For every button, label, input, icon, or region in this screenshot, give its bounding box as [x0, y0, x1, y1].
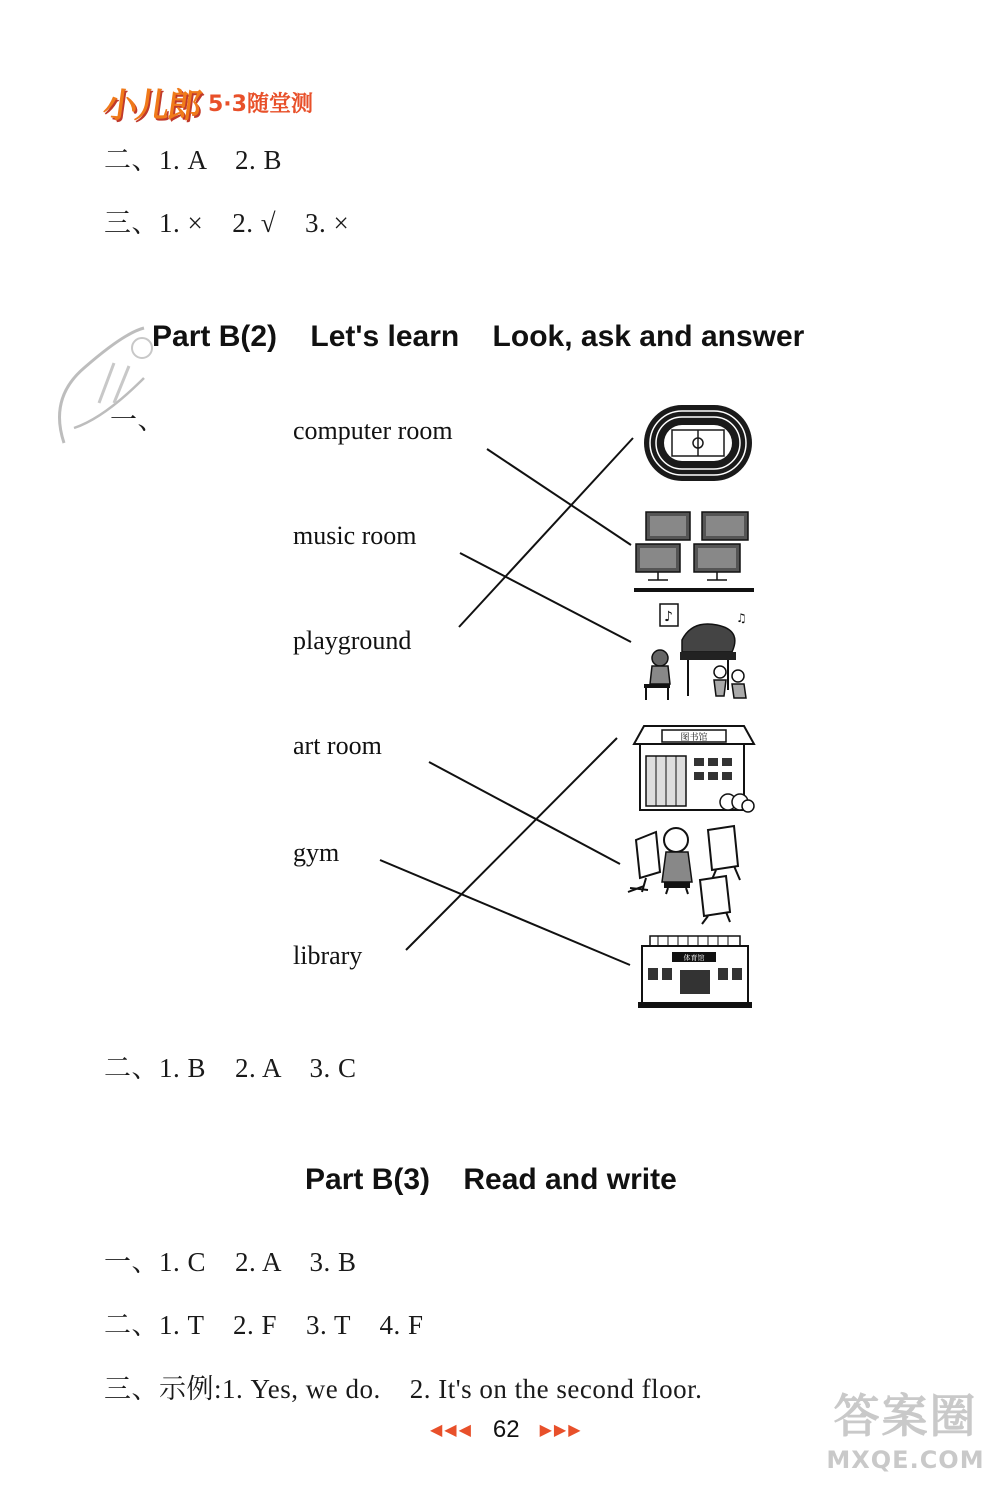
svg-text:图书馆: 图书馆: [680, 733, 708, 743]
word-library: library: [293, 941, 363, 970]
left-arrows-icon: ◀◀◀: [430, 1422, 473, 1439]
answer-b3-section-1: 一、1. C 2. A 3. B: [104, 1247, 357, 1277]
watermark-url: MXQE.COM: [826, 1446, 985, 1474]
answer-b1-section-3: 三、1. × 2. √ 3. ×: [104, 208, 350, 238]
computer-room-icon: [632, 508, 756, 594]
watermark: [818, 1380, 993, 1474]
answer-b1-section-2: 二、1. A 2. B: [104, 145, 283, 175]
watermark-main: 答案圈: [833, 1389, 978, 1443]
part-b3-heading: Part B(3) Read and write: [305, 1163, 677, 1196]
answer-b2-section-2: 二、1. B 2. A 3. C: [104, 1053, 357, 1083]
word-art-room: art room: [293, 731, 382, 760]
music-room-icon: [632, 600, 756, 704]
gym-icon: [636, 930, 760, 1010]
page-footer: [430, 1416, 583, 1444]
right-arrows-icon: ▶▶▶: [539, 1422, 583, 1439]
line-library: [406, 738, 617, 950]
section-1-label: 一、: [110, 405, 165, 435]
svg-text:♪: ♪: [664, 609, 673, 625]
word-music-room: music room: [293, 521, 417, 550]
line-gym: [380, 860, 630, 965]
answer-b3-section-2: 二、1. T 2. F 3. T 4. F: [104, 1310, 424, 1340]
part-b2-heading: Part B(2) Let's learn Look, ask and answer: [152, 320, 805, 353]
svg-text:♫: ♫: [736, 611, 747, 625]
library-icon: [632, 722, 756, 814]
word-computer-room: computer room: [293, 416, 453, 445]
page-number: 62: [492, 1416, 520, 1443]
art-room-icon: [626, 822, 750, 926]
logo-mark: 小儿郎: [100, 86, 203, 126]
answer-b3-section-3: 三、示例:1. Yes, we do. 2. It's on the second floor.: [104, 1374, 703, 1404]
word-gym: gym: [293, 838, 340, 867]
word-playground: playground: [293, 626, 412, 655]
line-art-room: [429, 762, 620, 864]
logo-series: 5·3随堂测: [208, 92, 313, 117]
playground-icon: [638, 400, 762, 486]
svg-text:体育馆: 体育馆: [683, 954, 705, 962]
